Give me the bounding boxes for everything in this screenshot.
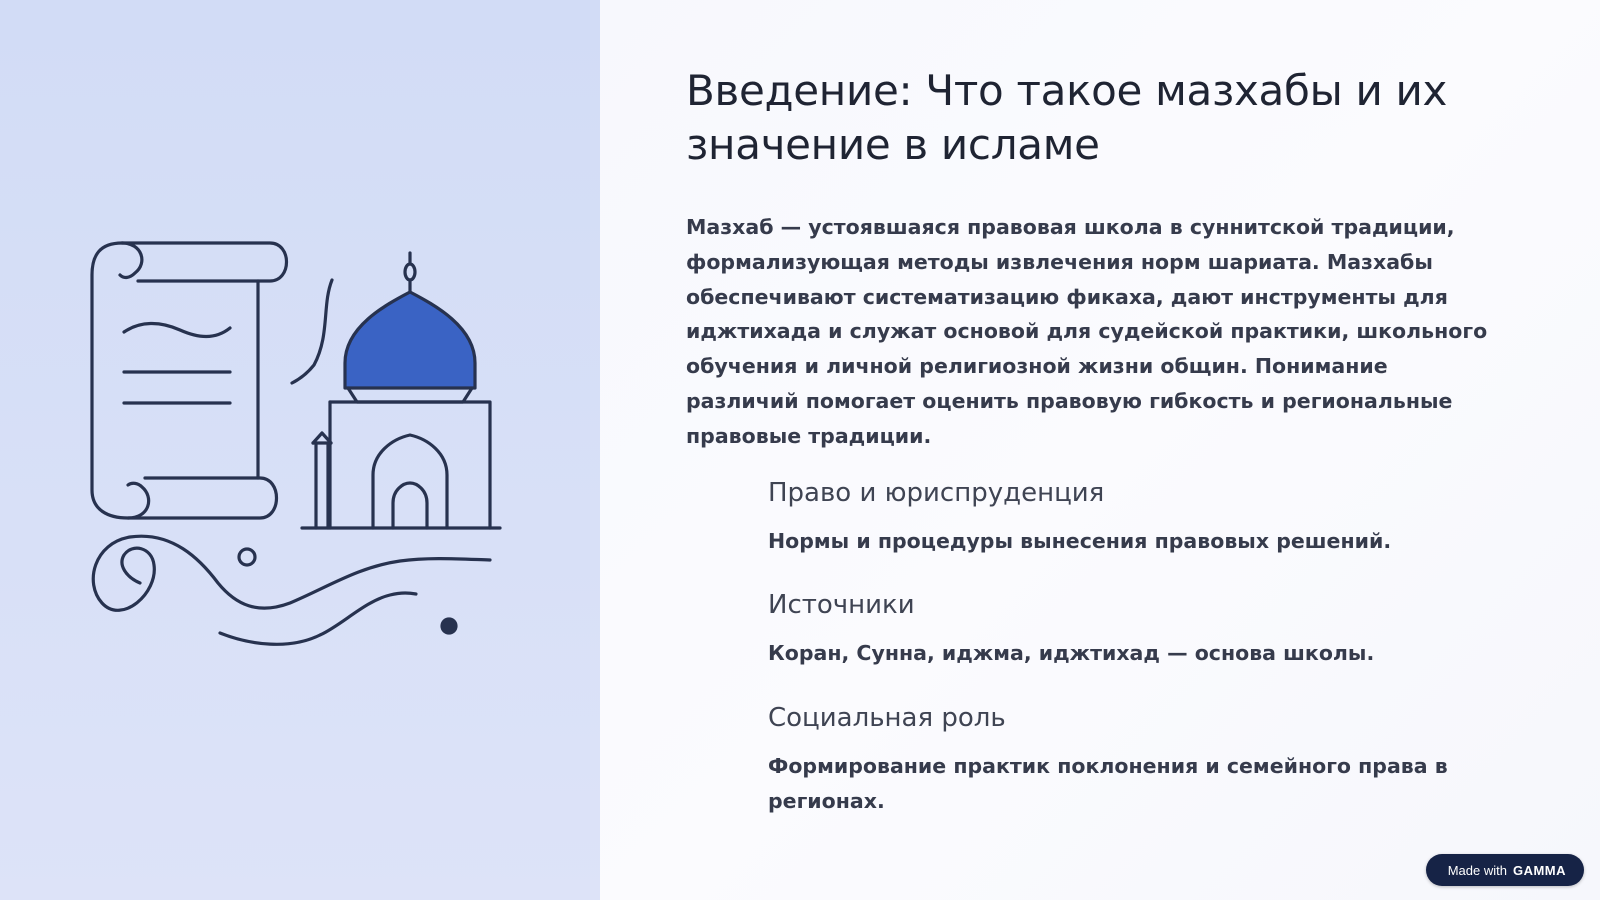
gamma-logo: GAMMA [1512, 862, 1566, 878]
section-list [768, 476, 1498, 819]
made-with-gamma-badge[interactable] [1426, 854, 1584, 886]
slide-content [686, 64, 1516, 819]
section-text: Формирование практик поклонения и семейного права в регионах. [768, 754, 1448, 813]
section-heading: Источники [768, 590, 915, 621]
section-text: Коран, Сунна, иджма, иджтихад — основа школы. [768, 641, 1375, 666]
illustration-panel [0, 0, 600, 900]
decorative-curve-icon [292, 280, 332, 383]
section-heading: Право и юриспруденция [768, 477, 1105, 508]
badge-prefix: Made with [1447, 862, 1507, 878]
swirl-decoration-icon [93, 536, 490, 644]
scroll-icon [92, 243, 287, 518]
mosque-icon [302, 253, 500, 528]
intro-paragraph: Мазхаб — устоявшаяся правовая школа в суннитской традиции, формализующая методы извлечения норм шариата. Мазхабы обеспечивают систематизацию фикаха, дают инструменты для иджтихада и служат основой для судейской практики, школьного обучения и личной религиозной жизни общин. Понимание различий помогает оценить правовую гибкость и региональные правовые традиции. [686, 215, 1488, 448]
section-sources [768, 588, 1498, 671]
section-law [768, 476, 1498, 559]
section-text: Нормы и процедуры вынесения правовых решений. [768, 528, 1392, 553]
section-social-role [768, 701, 1498, 819]
scroll-and-mosque-icon [80, 225, 520, 675]
page-title: Введение: Что такое мазхабы и их значение в исламе [686, 66, 1448, 169]
section-heading: Социальная роль [768, 703, 1006, 734]
